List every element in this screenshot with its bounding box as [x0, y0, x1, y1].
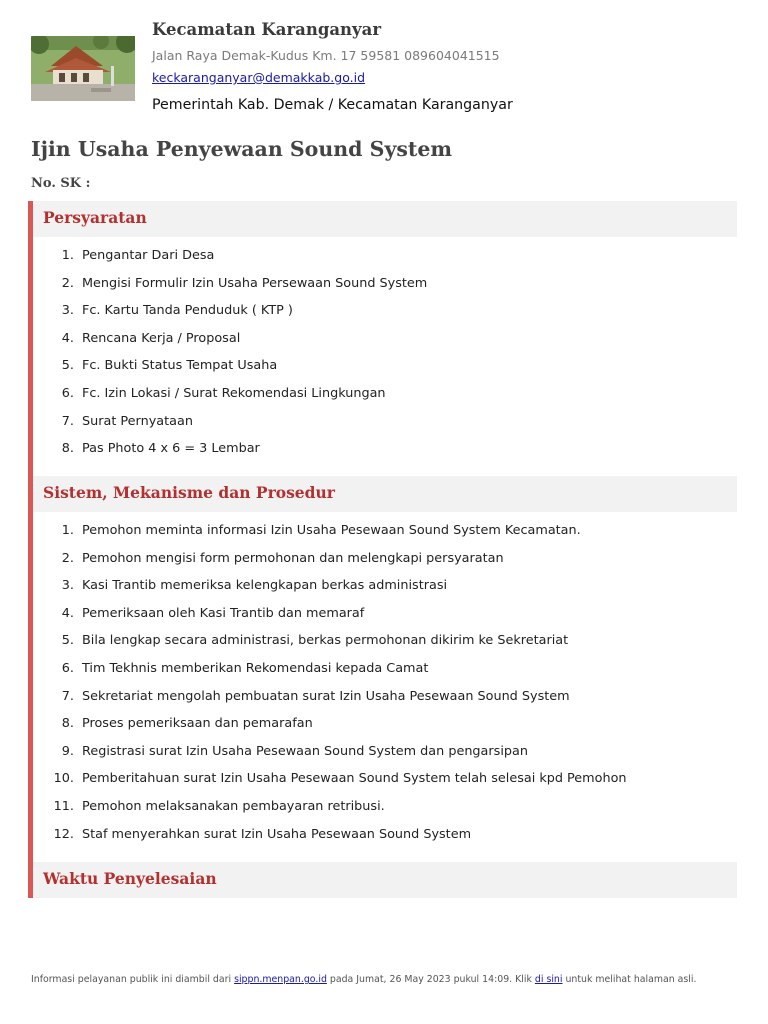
section-header-persyaratan: [33, 201, 737, 237]
list-item-number: 6.: [61, 660, 74, 676]
list-item-number: 8.: [61, 716, 74, 732]
list-item-number: 4.: [61, 330, 74, 346]
list-item-text: Pemohon meminta informasi Izin Usaha Pesewaan Sound System Kecamatan.: [82, 523, 581, 538]
list-item-text: Fc. Kartu Tanda Penduduk ( KTP ): [82, 303, 293, 319]
office-building-photo-image: [31, 36, 135, 101]
list-item-text: Pas Photo 4 x 6 = 3 Lembar: [82, 441, 260, 457]
footer-middle: pada Jumat, 26 May 2023 pukul 14:09. Klik: [326, 974, 535, 985]
list-item-number: 9.: [61, 743, 74, 759]
list-item-number: 12.: [53, 826, 74, 842]
section-header-waktu: [33, 862, 737, 898]
section-header-prosedur: [33, 476, 737, 512]
list-item-text: Pemeriksaan oleh Kasi Trantib dan memaraf: [82, 605, 365, 621]
list-item-text: Mengisi Formulir Izin Usaha Persewaan Sound System: [82, 275, 428, 291]
list-item-number: 7.: [61, 688, 74, 704]
office-email-link[interactable]: keckaranganyar@demakkab.go.id: [152, 70, 366, 85]
footer-prefix: Informasi pelayanan publik ini diambil dari: [31, 974, 235, 985]
list-item-text: Registrasi surat Izin Usaha Pesewaan Sound System dan pengarsipan: [82, 743, 528, 759]
document-title: Ijin Usaha Penyewaan Sound System: [31, 137, 453, 161]
list-item-text: Pengantar Dari Desa: [82, 248, 215, 263]
list-item-number: 2.: [61, 550, 74, 566]
list-item-number: 7.: [61, 413, 74, 429]
section-title-persyaratan: Persyaratan: [43, 208, 147, 227]
office-address: Jalan Raya Demak-Kudus Km. 17 59581 089604041515: [152, 48, 500, 63]
list-item-text: Pemberitahuan surat Izin Usaha Pesewaan Sound System telah selesai kpd Pemohon: [82, 771, 627, 787]
list-item-text: Proses pemeriksaan dan pemarafan: [82, 716, 313, 732]
list-item-number: 3.: [61, 578, 74, 594]
office-name: Kecamatan Karanganyar: [152, 20, 382, 39]
list-item-text: Fc. Bukti Status Tempat Usaha: [82, 358, 278, 374]
list-item-text: Staf menyerahkan surat Izin Usaha Pesewaan Sound System: [82, 826, 472, 842]
list-item-text: Sekretariat mengolah pembuatan surat Izin Usaha Pesewaan Sound System: [82, 688, 570, 704]
list-item-text: Pemohon mengisi form permohonan dan melengkapi persyaratan: [82, 550, 504, 566]
office-parent-agency: Pemerintah Kab. Demak / Kecamatan Karanganyar: [152, 97, 513, 113]
list-item-number: 5.: [61, 633, 74, 649]
source-footer: [31, 974, 696, 985]
list-item-number: 1.: [61, 523, 74, 538]
sk-number-label: No. SK :: [31, 176, 91, 191]
list-item-number: 4.: [61, 605, 74, 621]
list-item-number: 2.: [61, 275, 74, 291]
list-item-number: 5.: [61, 358, 74, 374]
list-item-number: 6.: [61, 385, 74, 401]
list-item-text: Fc. Izin Lokasi / Surat Rekomendasi Lingkungan: [82, 385, 386, 401]
list-item-number: 11.: [53, 798, 74, 814]
list-item-text: Tim Tekhnis memberikan Rekomendasi kepada Camat: [82, 660, 429, 676]
list-item-text: Surat Pernyataan: [82, 413, 193, 429]
list-item-number: 10.: [53, 771, 74, 787]
source-link[interactable]: sippn.menpan.go.id: [234, 974, 327, 985]
office-building-photo: [31, 36, 135, 101]
list-item-text: Kasi Trantib memeriksa kelengkapan berkas administrasi: [82, 578, 448, 594]
list-item-number: 3.: [61, 303, 74, 319]
list-item-text: Pemohon melaksanakan pembayaran retribusi.: [82, 798, 385, 814]
office-header: [31, 18, 737, 118]
original-page-link[interactable]: di sini: [534, 974, 563, 985]
section-title-waktu: Waktu Penyelesaian: [43, 869, 217, 888]
list-item-number: 8.: [61, 441, 74, 457]
content-accent-bar: [28, 201, 33, 898]
list-item-number: 1.: [61, 248, 74, 263]
list-item-text: Bila lengkap secara administrasi, berkas permohonan dikirim ke Sekretariat: [82, 633, 569, 649]
list-item-text: Rencana Kerja / Proposal: [82, 330, 241, 346]
section-title-prosedur: Sistem, Mekanisme dan Prosedur: [43, 483, 335, 502]
footer-suffix: untuk melihat halaman asli.: [562, 974, 697, 985]
